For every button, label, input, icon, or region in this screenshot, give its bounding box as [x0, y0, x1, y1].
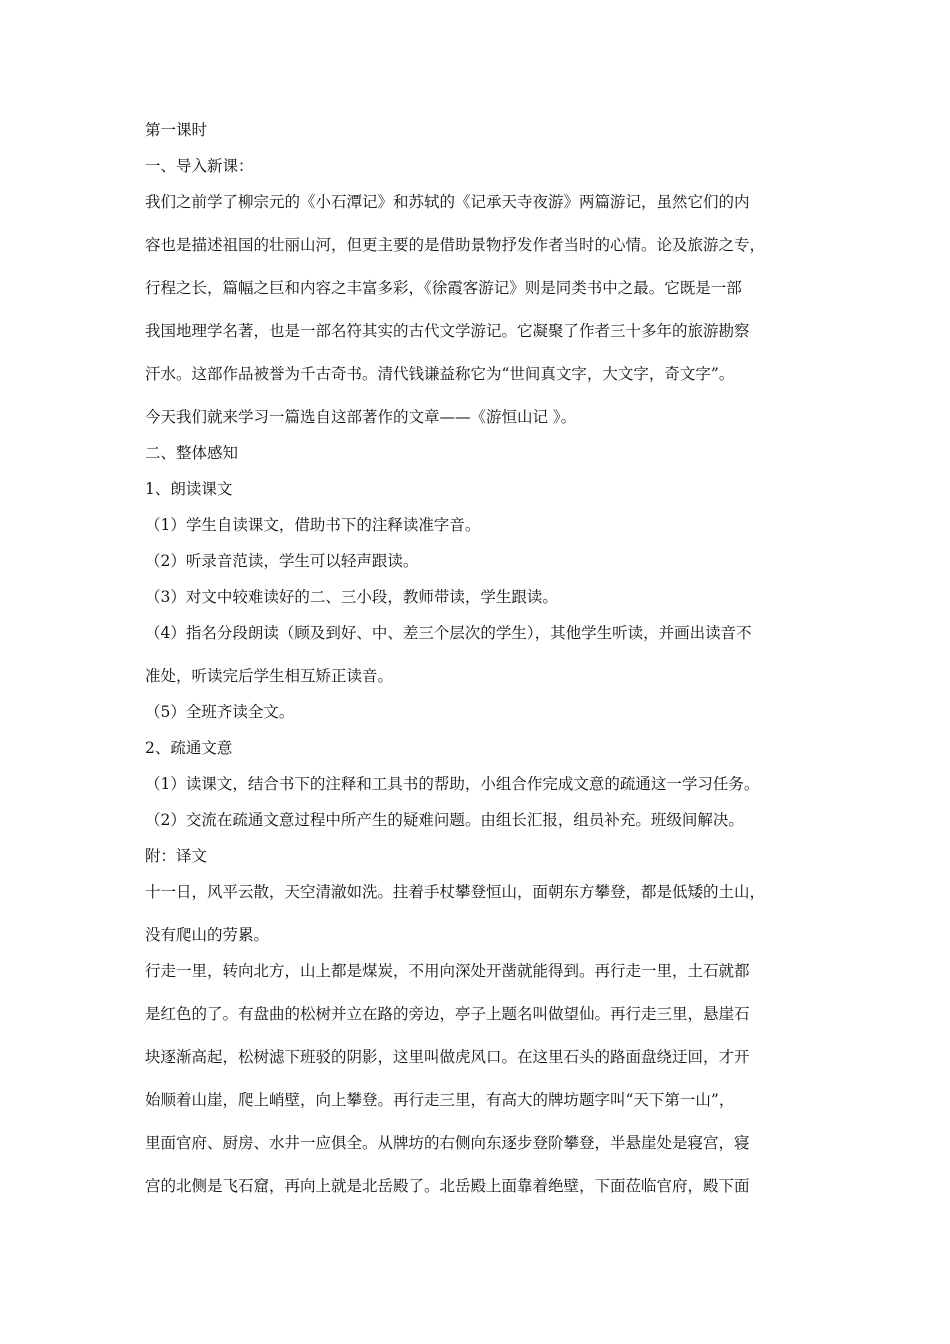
translation-line: 始顺着山崖，爬上峭壁，向上攀登。再行走三里，有高大的牌坊题字叫“天下第一山”，	[145, 1091, 735, 1109]
section-heading-intro: 一、导入新课：	[145, 157, 254, 175]
section-heading-overview: 二、整体感知	[145, 444, 239, 462]
translation-line: 块逐渐高起，松树滤下班驳的阴影，这里叫做虎风口。在这里石头的路面盘绕迂回，才开	[145, 1048, 750, 1066]
document-body	[145, 120, 810, 1219]
subsection-heading-meaning: 2、疏通文意	[145, 739, 233, 757]
list-item: （2）听录音范读，学生可以轻声跟读。	[145, 552, 419, 570]
text-line: 我们之前学了柳宗元的《小石潭记》和苏轼的《记承天寺夜游》两篇游记，虽然它们的内	[145, 193, 750, 211]
translation-line: 宫的北侧是飞石窟，再向上就是北岳殿了。北岳殿上面靠着绝壁，下面莅临官府，殿下面	[145, 1177, 750, 1195]
list-item-continued: 准处，听读完后学生相互矫正读音。	[145, 667, 394, 685]
subsection-heading-reading: 1、朗读课文	[145, 480, 233, 498]
text-line: 容也是描述祖国的壮丽山河，但更主要的是借助景物抒发作者当时的心情。论及旅游之专，	[145, 236, 766, 254]
text-line: 汗水。这部作品被誉为千古奇书。清代钱谦益称它为“世间真文字，大文字，奇文字”。	[145, 365, 735, 383]
translation-line: 里面官府、厨房、水井一应俱全。从牌坊的右侧向东逐步登阶攀登，半悬崖处是寝宫，寝	[145, 1134, 750, 1152]
list-item: （5）全班齐读全文。	[145, 703, 295, 721]
list-item: （1）读课文，结合书下的注释和工具书的帮助，小组合作完成文意的疏通这一学习任务。	[145, 775, 760, 793]
translation-line: 十一日，风平云散，天空清澈如洗。拄着手杖攀登恒山，面朝东方攀登，都是低矮的土山，	[145, 883, 766, 901]
list-item: （3）对文中较难读好的二、三小段，教师带读，学生跟读。	[145, 588, 558, 606]
translation-line: 行走一里，转向北方，山上都是煤炭，不用向深处开凿就能得到。再行走一里，土石就都	[145, 962, 750, 980]
translation-line: 没有爬山的劳累。	[145, 926, 270, 944]
translation-line: 是红色的了。有盘曲的松树并立在路的旁边，亭子上题名叫做望仙。再行走三里，悬崖石	[145, 1005, 750, 1023]
lesson-heading: 第一课时	[145, 121, 208, 139]
list-item: （2）交流在疏通文意过程中所产生的疑难问题。由组长汇报，组员补充。班级间解决。	[145, 811, 744, 829]
text-line: 我国地理学名著，也是一部名符其实的古代文学游记。它凝聚了作者三十多年的旅游勘察	[145, 322, 750, 340]
appendix-heading: 附：译文	[145, 847, 208, 865]
text-line: 行程之长，篇幅之巨和内容之丰富多彩，《徐霞客游记》则是同类书中之最。它既是一部	[145, 279, 742, 297]
list-item: （1）学生自读课文，借助书下的注释读准字音。	[145, 516, 481, 534]
text-line: 今天我们就来学习一篇选自这部著作的文章——《游恒山记 》。	[145, 408, 577, 426]
list-item: （4）指名分段朗读（顾及到好、中、差三个层次的学生），其他学生听读，并画出读音不	[145, 624, 752, 642]
